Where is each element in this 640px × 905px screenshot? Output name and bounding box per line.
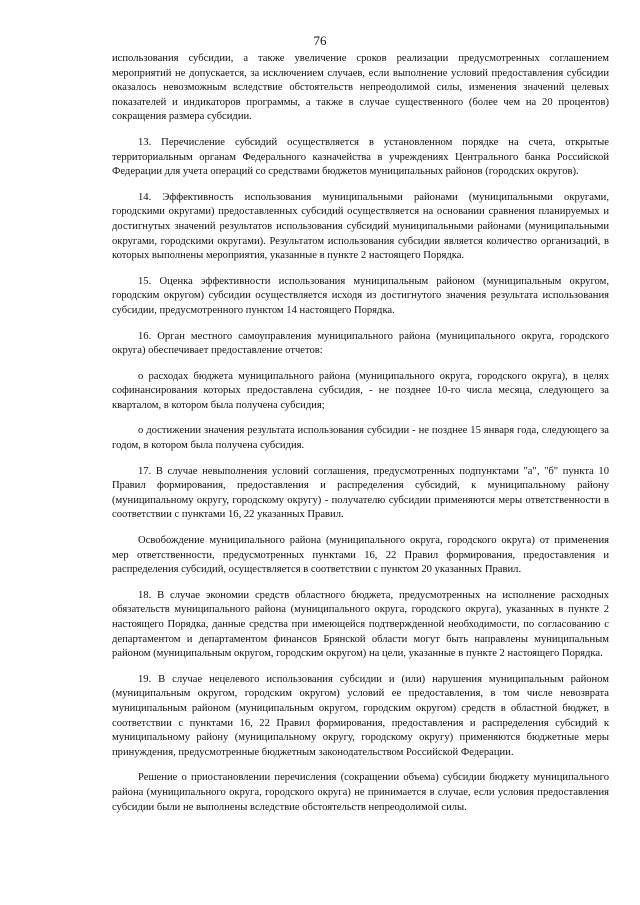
paragraph: 14. Эффективность использования муниципальными районами (муниципальными округами, городскими округами) предоставленных субсидий осуществляется на основании сравнения планируемых и достигнутых значений результатов использования субсидий муниципальными районами (муниципальными округами, городскими округами). Результатом использования субсидии является количество организаций, в которых выполнены мероприятия, указанные в пункте 2 настоящего Порядка. (112, 191, 609, 262)
paragraph: о расходах бюджета муниципального района (муниципального округа, городского округа), в целях софинансирования которых предоставлена субсидия, - не позднее 10-го числа месяца, следующего за кварталом, в котором была получена субсидия; (112, 370, 609, 411)
paragraph: 19. В случае нецелевого использования субсидии и (или) нарушения муниципальным районом (муниципальным округом, городским округом) условий ее предоставления, в том числе невозврата муниципальным районом (муниципальным округом, городским округом) средств в областной бюджет, в соответствии с пунктами 16, 22 Правил формирования, предоставления и распределения субсидий к муниципальному району (муниципальному округу, городскому округу) применяются бюджетные меры принуждения, предусмотренные бюджетным законодательством Российской Федерации. (112, 673, 609, 758)
page-number: 76 (313, 33, 327, 48)
paragraph: использования субсидии, а также увеличение сроков реализации предусмотренных соглашением мероприятий не допускается, за исключением случаев, если выполнение условий предоставления субсидии оказалось невозможным вследствие обстоятельств непреодолимой силы, изменения значений целевых показателей и индикаторов программы, а также в случае существенного (более чем на 20 процентов) сокращения размера субсидии. (112, 53, 609, 123)
paragraph: 17. В случае невыполнения условий соглашения, предусмотренных подпунктами "а", "б" пункта 10 Правил формирования, предоставления и распределения субсидий, к муниципальному району (муниципальному округу, городскому округу) - получателю субсидии применяются меры ответственности в соответствии с пунктами 16, 22 указанных Правил. (112, 465, 609, 521)
paragraph: 15. Оценка эффективности использования муниципальным районом (муниципальным округом, городским округом) субсидии осуществляется исходя из достигнутого значения результата использования субсидии, предусмотренного пунктом 14 настоящего Порядка. (112, 275, 609, 316)
paragraph: о достижении значения результата использования субсидии - не позднее 15 января года, следующего за годом, в котором была получена субсидия. (112, 425, 609, 452)
paragraph: Решение о приостановлении перечисления (сокращении объема) субсидии бюджету муниципального района (муниципального округа, городского округа) не принимается в случае, если условия предоставления субсидии были не выполнены вследствие обстоятельств непреодолимой силы. (112, 772, 609, 813)
document-body (112, 52, 609, 815)
paragraph: 16. Орган местного самоуправления муниципального района (муниципального округа, городского округа) обеспечивает предоставление отчетов: (112, 330, 609, 357)
paragraph: Освобождение муниципального района (муниципального округа, городского округа) от применения мер ответственности, предусмотренных пунктами 16, 22 Правил формирования, предоставления и распределения субсидий, осуществляется в соответствии с пунктом 20 указанных Правил. (112, 535, 609, 576)
paragraph: 18. В случае экономии средств областного бюджета, предусмотренных на исполнение расходных обязательств муниципального района (муниципального округа, городского округа), указанных в пункте 2 настоящего Порядка, данные средства при имеющейся подтвержденной необходимости, по согласованию с департаментом и департаментом финансов Брянской области могут быть направлены муниципальным районом (муниципальным округом, городским округом) на цели, указанные в пункте 2 настоящего Порядка. (112, 589, 609, 660)
paragraph: 13. Перечисление субсидий осуществляется в установленном порядке на счета, открытые территориальным органам Федерального казначейства в учреждениях Центрального банка Российской Федерации для учета операций со средствами бюджетов муниципальных районов (городских округов). (112, 136, 609, 178)
